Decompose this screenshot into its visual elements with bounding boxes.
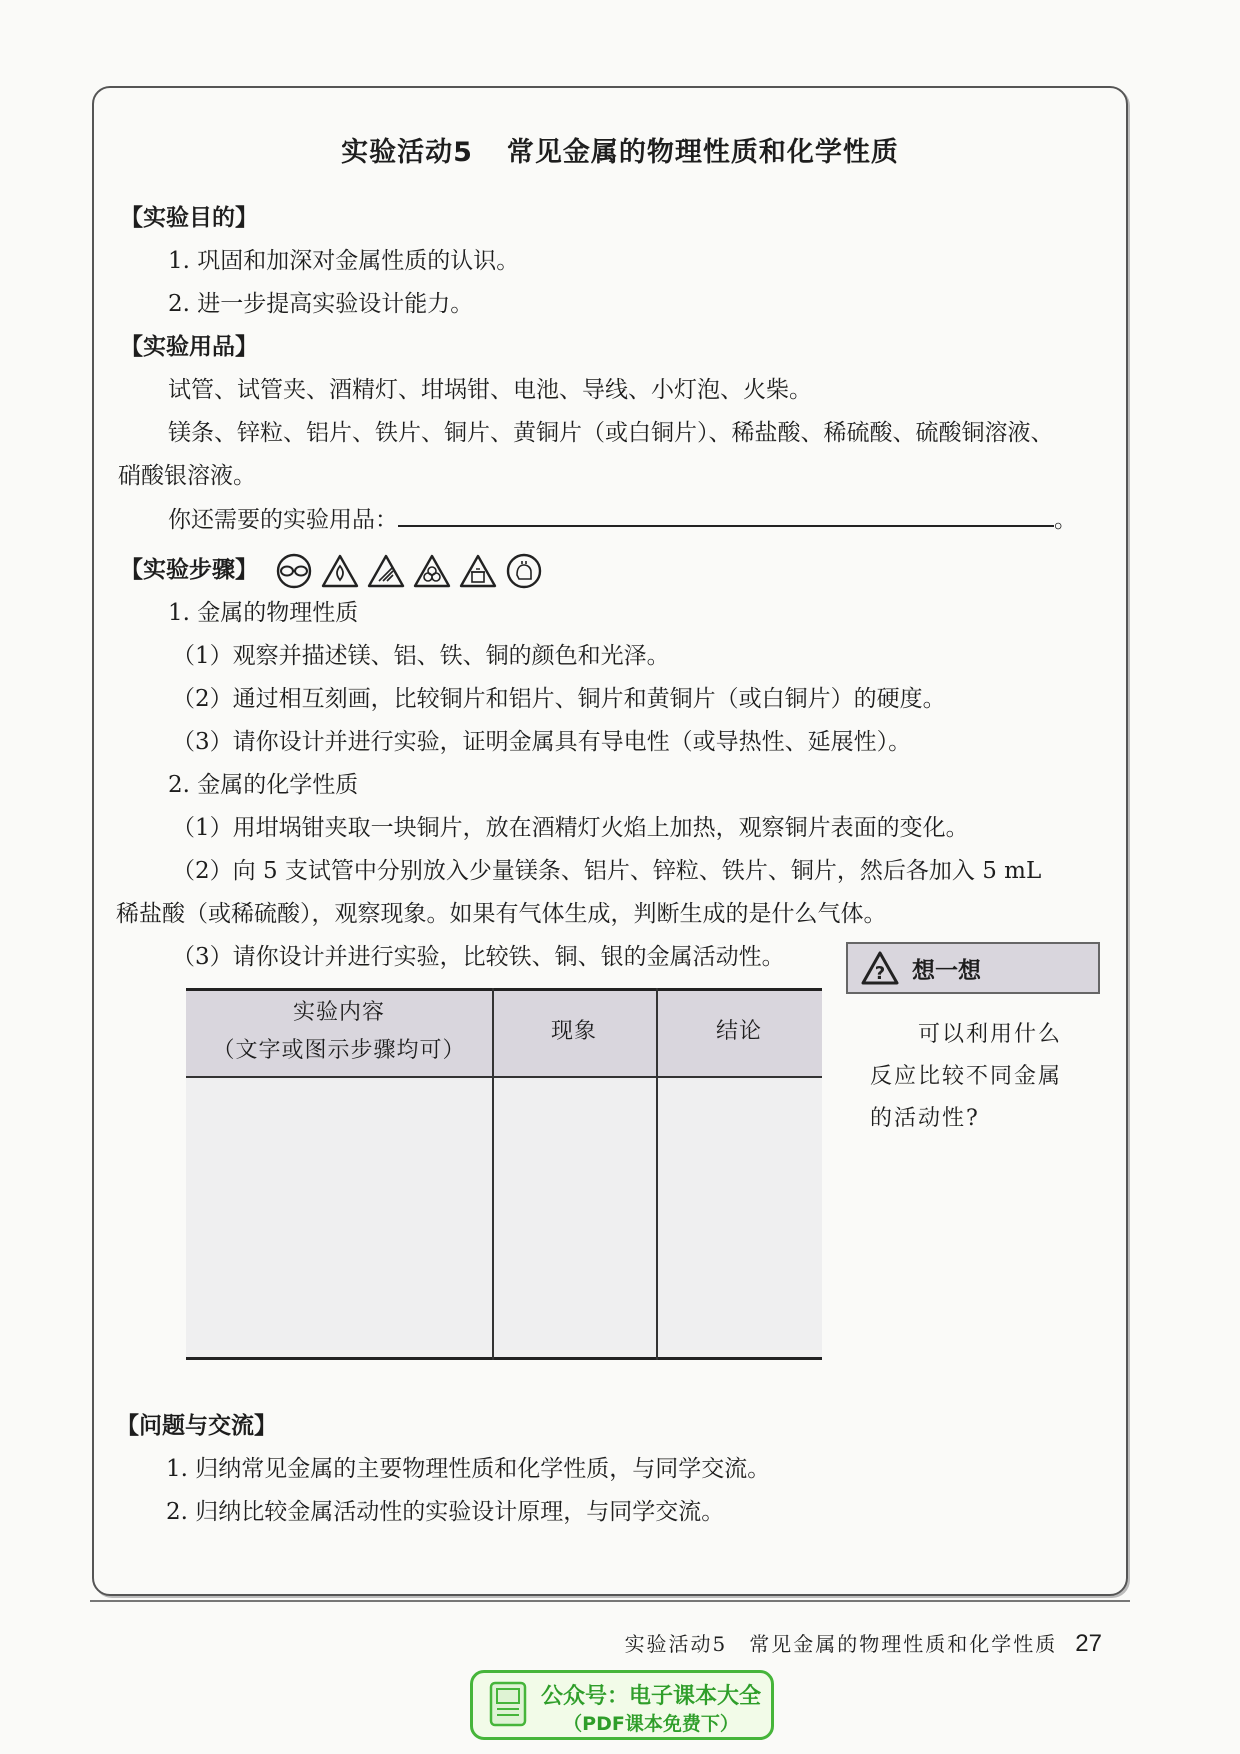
chemical-step: （2）向 5 支试管中分别放入少量镁条、铝片、锌粒、铁片、铜片，然后各加入 5 mL — [172, 858, 1042, 884]
footer-rule — [90, 1600, 1130, 1602]
heat-warning-icon — [321, 553, 359, 589]
corrosive-warning-icon — [413, 553, 451, 589]
think-label-bar: ? 想一想 — [846, 942, 1100, 994]
goggles-icon — [275, 553, 313, 589]
header-content: 实验内容 （文字或图示步骤均可） — [212, 1000, 466, 1063]
header-conclusion: 结论 — [715, 1019, 762, 1044]
chemical-step: （3）请你设计并进行实验，比较铁、铜、银的金属活动性。 — [172, 944, 785, 970]
think-box — [846, 942, 1100, 1131]
discussion-item: 2. 归纳比较金属活动性的实验设计原理，与同学交流。 — [166, 1499, 725, 1525]
physical-step: （2）通过相互刻画，比较铜片和铝片、铜片和黄铜片（或白铜片）的硬度。 — [172, 686, 946, 712]
physical-step: （3）请你设计并进行实验，证明金属具有导电性（或导热性、延展性）。 — [172, 729, 912, 755]
book-logo-icon — [489, 1681, 527, 1729]
hand-wash-icon — [505, 553, 543, 589]
materials-reagents-cont: 硝酸银溶液。 — [118, 463, 256, 489]
materials-equipment: 试管、试管夹、酒精灯、坩埚钳、电池、导线、小灯泡、火柴。 — [168, 377, 812, 403]
chemical-step: （1）用坩埚钳夹取一块铜片，放在酒精灯火焰上加热，观察铜片表面的变化。 — [172, 815, 969, 841]
purpose-heading: 【实验目的】 — [120, 205, 258, 231]
fill-in-blank — [398, 505, 1054, 527]
think-text: 可以利用什么 反应比较不同金属 的活动性? — [870, 1022, 1063, 1131]
watermark-badge[interactable]: 公众号：电子课本大全 （PDF课本免费下） — [470, 1670, 774, 1740]
physical-heading: 1. 金属的物理性质 — [168, 600, 359, 626]
page-title: 实验活动5 常见金属的物理性质和化学性质 — [341, 137, 899, 168]
table-body[interactable] — [186, 1078, 822, 1360]
materials-heading: 【实验用品】 — [120, 334, 258, 360]
extra-materials-line: 你还需要的实验用品： 。 — [168, 507, 1077, 533]
steps-heading: 【实验步骤】 — [120, 557, 258, 583]
safety-icons — [275, 553, 543, 589]
materials-reagents: 镁条、锌粒、铝片、铁片、铜片、黄铜片（或白铜片）、稀盐酸、稀硫酸、硫酸铜溶液、 — [168, 420, 1054, 446]
header-phenomenon: 现象 — [550, 1019, 597, 1044]
flame-warning-icon — [367, 553, 405, 589]
purpose-item: 2. 进一步提高实验设计能力。 — [168, 291, 474, 317]
question-warning-icon — [860, 950, 900, 986]
svg-text:?: ? — [874, 963, 886, 984]
waste-disposal-icon — [459, 553, 497, 589]
discussion-item: 1. 归纳常见金属的主要物理性质和化学性质，与同学交流。 — [166, 1456, 771, 1482]
physical-step: （1）观察并描述镁、铝、铁、铜的颜色和光泽。 — [172, 643, 670, 669]
purpose-item: 1. 巩固和加深对金属性质的认识。 — [168, 248, 520, 274]
page-footer: 实验活动5 常见金属的物理性质和化学性质 27 — [624, 1630, 1102, 1657]
discussion-heading: 【问题与交流】 — [116, 1413, 277, 1439]
page-number: 27 — [1075, 1630, 1102, 1657]
chemical-heading: 2. 金属的化学性质 — [168, 772, 359, 798]
chemical-step-cont: 稀盐酸（或稀硫酸），观察现象。如果有气体生成，判断生成的是什么气体。 — [116, 901, 887, 927]
record-table — [186, 988, 822, 1360]
